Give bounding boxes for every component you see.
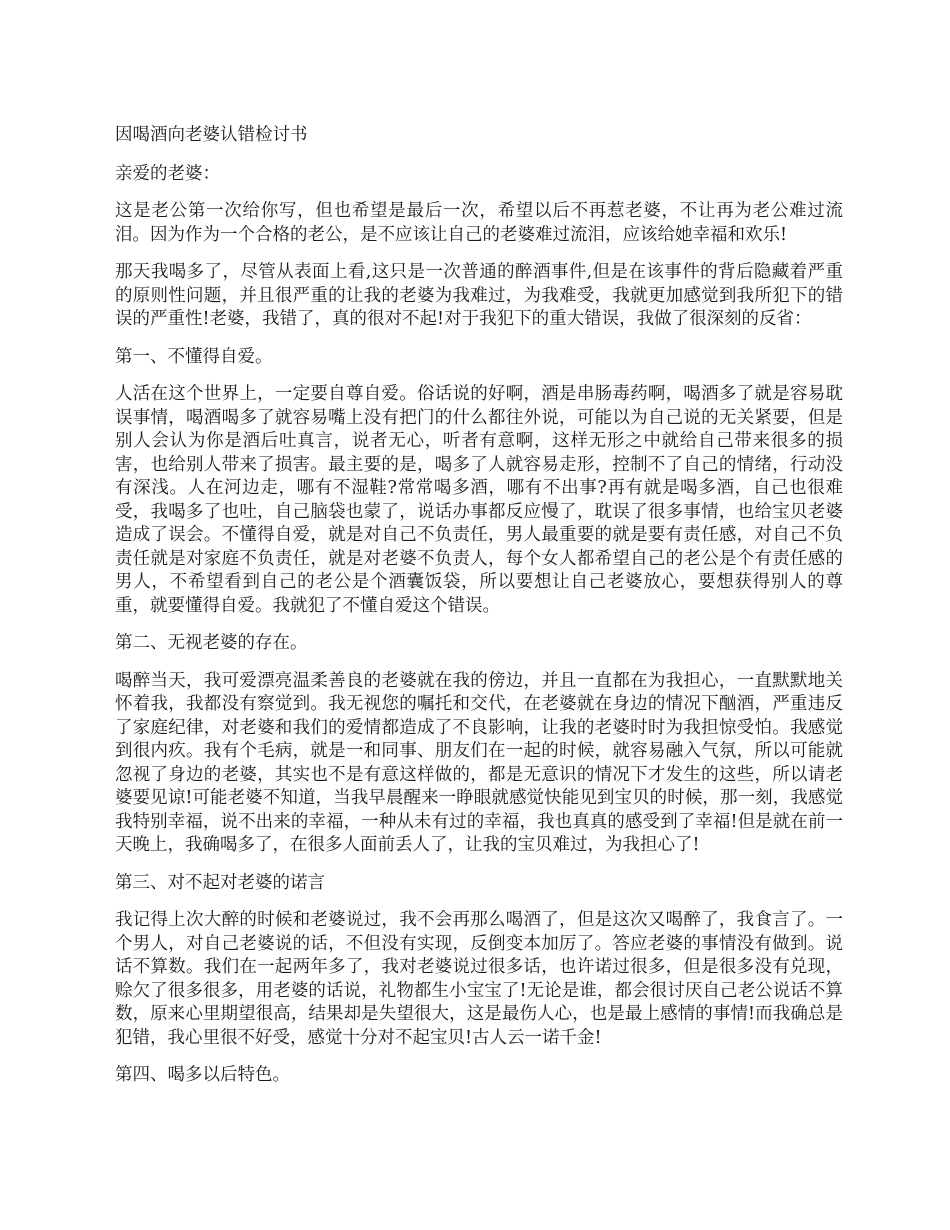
paragraph-section-3: 我记得上次大醉的时候和老婆说过，我不会再那么喝酒了，但是这次又喝醉了，我食言了。一个男人，对自己老婆说的话，不但没有实现，反倒变本加厉了。答应老婆的事情没有做到。说话不算数。我们在一起两年多了，我对老婆说过很多话，也许诺过很多，但是很多没有兑现，赊欠了很多很多，用老婆的话说，礼物都生小宝宝了!无论是谁，都会很讨厌自己老公说话不算数，原来心里期望很高，结果却是失望很大，这是最伤人心，也是最上感情的事情!而我确总是犯错，我心里很不好受，感觉十分对不起宝贝!古人云一诺千金!	[115, 910, 843, 1048]
document-title: 因喝酒向老婆认错检讨书	[115, 125, 308, 145]
document-page	[115, 124, 843, 1102]
paragraph-intro: 这是老公第一次给你写，但也希望是最后一次，希望以后不再惹老婆，不让再为老公难过流泪。因为作为一个合格的老公，是不应该让自己的老婆难过流泪，应该给她幸福和欢乐!	[115, 201, 843, 245]
greeting: 亲爱的老婆：	[115, 163, 220, 184]
paragraph-section-2: 喝醉当天，我可爱漂亮温柔善良的老婆就在我的傍边，并且一直都在为我担心，一直默默地关怀着我，我都没有察觉到。我无视您的嘱托和交代，在老婆就在身边的情况下酗酒，严重违反了家庭纪律，对老婆和我们的爱情都造成了不良影响，让我的老婆时时为我担惊受怕。我感觉到很内疚。我有个毛病，就是一和同事、朋友们在一起的时候，就容易融入气氛，所以可能就忽视了身边的老婆，其实也不是有意这样做的，都是无意识的情况下才发生的这些，所以请老婆要见谅!可能老婆不知道，当我早晨醒来一睁眼就感觉快能见到宝贝的时候，那一刻，我感觉我特别幸福，说不出来的幸福，一种从未有过的幸福，我也真真的感受到了幸福!但是就在前一天晚上，我确喝多了，在很多人面前丢人了，让我的宝贝难过，为我担心了!	[115, 670, 843, 855]
section-heading-3: 第三、对不起对老婆的诺言	[115, 872, 325, 893]
section-heading-1: 第一、不懂得自爱。	[115, 346, 273, 367]
section-heading-4: 第四、喝多以后特色。	[115, 1065, 290, 1085]
paragraph-reflection: 那天我喝多了，尽管从表面上看,这只是一次普通的醉酒事件,但是在该事件的背后隐藏着严重的原则性问题，并且很严重的让我的老婆为我难过，为我难受，我就更加感觉到我所犯下的错误的严重性!老婆，我错了，真的很对不起!对于我犯下的重大错误，我做了很深刻的反省：	[115, 262, 843, 329]
section-heading-2: 第二、无视老婆的存在。	[115, 633, 308, 653]
paragraph-section-1: 人活在这个世界上，一定要自尊自爱。俗话说的好啊，酒是串肠毒药啊，喝酒多了就是容易耽误事情，喝酒喝多了就容易嘴上没有把门的什么都往外说，可能以为自己说的无关紧要，但是别人会认为你是酒后吐真言，说者无心，听者有意啊，这样无形之中就给自己带来很多的损害，也给别人带来了损害。最主要的是，喝多了人就容易走形，控制不了自己的情绪，行动没有深浅。人在河边走，哪有不湿鞋?常常喝多酒，哪有不出事?再有就是喝多酒，自己也很难受，我喝多了也吐，自己脑袋也蒙了，说话办事都反应慢了，耽误了很多事情，也给宝贝老婆造成了误会。不懂得自爱，就是对自己不负责任，男人最重要的就是要有责任感，对自己不负责任就是对家庭不负责任，就是对老婆不负责人，每个女人都希望自己的老公是个有责任感的男人，不希望看到自己的老公是个酒囊饭袋，所以要想让自己老婆放心，要想获得别人的尊重，就要懂得自爱。我就犯了不懂自爱这个错误。	[115, 384, 843, 616]
